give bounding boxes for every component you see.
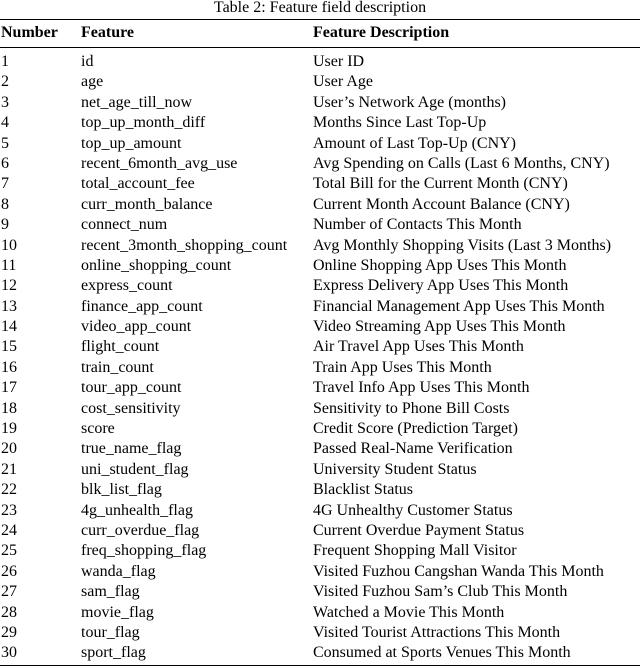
row-description: Avg Spending on Calls (Last 6 Months, CNY) <box>313 154 610 172</box>
table-row <box>0 439 640 459</box>
row-feature: express_count <box>81 277 173 295</box>
row-description: Credit Score (Prediction Target) <box>313 420 518 438</box>
table-row <box>0 358 640 378</box>
row-feature: top_up_month_diff <box>81 114 206 132</box>
row-feature: recent_6month_avg_use <box>81 154 238 172</box>
table-row <box>0 337 640 357</box>
table-body <box>0 52 640 664</box>
row-number: 7 <box>1 175 9 193</box>
row-feature: video_app_count <box>81 318 192 336</box>
row-number: 12 <box>1 277 17 295</box>
row-description: Travel Info App Uses This Month <box>313 379 530 397</box>
row-number: 24 <box>1 521 17 539</box>
table-row <box>0 480 640 500</box>
row-feature: curr_overdue_flag <box>81 521 200 539</box>
row-description: User Age <box>313 73 373 91</box>
row-feature: movie_flag <box>81 603 154 621</box>
row-number: 18 <box>1 399 17 417</box>
row-description: Blacklist Status <box>313 481 413 499</box>
row-description: Train App Uses This Month <box>313 358 492 376</box>
row-number: 27 <box>1 583 17 601</box>
row-description: User ID <box>313 53 365 70</box>
row-description: Visited Fuzhou Sam’s Club This Month <box>313 583 568 601</box>
row-feature: true_name_flag <box>81 440 182 458</box>
row-number: 20 <box>1 440 17 458</box>
row-description: Video Streaming App Uses This Month <box>313 318 566 336</box>
table-row <box>0 562 640 582</box>
row-description: Current Month Account Balance (CNY) <box>313 195 570 213</box>
row-description: Consumed at Sports Venues This Month <box>313 644 571 662</box>
table-header <box>0 22 640 44</box>
row-feature: finance_app_count <box>81 297 203 315</box>
table-row <box>0 419 640 439</box>
header-description: Feature Description <box>313 24 450 41</box>
row-feature: net_age_till_now <box>81 93 193 111</box>
row-feature: top_up_amount <box>81 134 182 152</box>
row-description: Number of Contacts This Month <box>313 216 522 234</box>
table-caption: Table 2: Feature field description <box>213 0 427 16</box>
row-number: 19 <box>1 420 17 438</box>
row-description: University Student Status <box>313 460 477 478</box>
row-number: 13 <box>1 297 17 315</box>
row-feature: total_account_fee <box>81 175 195 193</box>
row-number: 11 <box>1 256 17 274</box>
row-description: Online Shopping App Uses This Month <box>313 256 567 274</box>
table-row <box>0 399 640 419</box>
row-description: Avg Monthly Shopping Visits (Last 3 Months) <box>313 236 612 254</box>
row-number: 16 <box>1 358 17 376</box>
row-description: Visited Fuzhou Cangshan Wanda This Month <box>313 562 604 580</box>
table-row <box>0 256 640 276</box>
table-row <box>0 113 640 133</box>
row-feature: age <box>81 73 104 91</box>
row-number: 8 <box>1 195 9 213</box>
row-feature: online_shopping_count <box>81 256 232 274</box>
table-row <box>0 52 640 72</box>
row-feature: connect_num <box>81 216 168 234</box>
table-row <box>0 93 640 113</box>
row-feature: uni_student_flag <box>81 460 189 478</box>
table-row <box>0 378 640 398</box>
table-row <box>0 521 640 541</box>
row-description: Frequent Shopping Mall Visitor <box>313 542 517 560</box>
row-feature: sam_flag <box>81 583 140 601</box>
table-row <box>0 72 640 92</box>
row-description: Sensitivity to Phone Bill Costs <box>313 399 510 417</box>
row-description: Visited Tourist Attractions This Month <box>313 623 561 641</box>
row-description: Amount of Last Top-Up (CNY) <box>313 134 517 152</box>
table-row <box>0 134 640 154</box>
row-number: 29 <box>1 623 17 641</box>
row-number: 23 <box>1 501 17 519</box>
table-row <box>0 623 640 643</box>
bottom-rule <box>0 665 640 666</box>
row-number: 21 <box>1 460 17 478</box>
row-feature: flight_count <box>81 338 160 356</box>
row-number: 10 <box>1 236 17 254</box>
row-feature: train_count <box>81 358 154 376</box>
row-feature: tour_flag <box>81 623 140 641</box>
header-feature: Feature <box>81 24 135 41</box>
row-number: 17 <box>1 379 17 397</box>
row-description: User’s Network Age (months) <box>313 93 507 111</box>
table-row <box>0 460 640 480</box>
table-row <box>0 603 640 623</box>
table-row <box>0 643 640 663</box>
row-number: 2 <box>1 73 9 91</box>
row-number: 22 <box>1 481 17 499</box>
row-feature: wanda_flag <box>81 562 156 580</box>
row-number: 15 <box>1 338 17 356</box>
row-feature: freq_shopping_flag <box>81 542 207 560</box>
table-row <box>0 582 640 602</box>
row-number: 25 <box>1 542 17 560</box>
row-number: 14 <box>1 318 17 336</box>
row-description: Passed Real-Name Verification <box>313 440 513 458</box>
row-description: Air Travel App Uses This Month <box>313 338 524 356</box>
row-description: Express Delivery App Uses This Month <box>313 277 569 295</box>
row-feature: score <box>81 420 115 438</box>
row-number: 4 <box>1 114 9 132</box>
row-description: Total Bill for the Current Month (CNY) <box>313 175 568 193</box>
row-number: 1 <box>1 53 9 70</box>
row-number: 28 <box>1 603 17 621</box>
table-row <box>0 297 640 317</box>
row-number: 26 <box>1 562 17 580</box>
row-feature: sport_flag <box>81 644 146 662</box>
row-feature: id <box>81 53 94 70</box>
row-feature: curr_month_balance <box>81 195 213 213</box>
table-row <box>0 195 640 215</box>
row-feature: cost_sensitivity <box>81 399 181 417</box>
header-number: Number <box>1 24 58 41</box>
table-row <box>0 541 640 561</box>
row-description: 4G Unhealthy Customer Status <box>313 501 513 519</box>
row-number: 3 <box>1 93 9 111</box>
table-row <box>0 154 640 174</box>
row-description: Watched a Movie This Month <box>313 603 505 621</box>
row-description: Current Overdue Payment Status <box>313 521 525 539</box>
table-row <box>0 215 640 235</box>
row-number: 9 <box>1 216 9 234</box>
row-feature: recent_3month_shopping_count <box>81 236 288 254</box>
row-number: 6 <box>1 154 9 172</box>
table-row <box>0 276 640 296</box>
header-rule <box>0 47 640 48</box>
row-feature: tour_app_count <box>81 379 182 397</box>
table-row <box>0 317 640 337</box>
row-number: 5 <box>1 134 9 152</box>
table-row <box>0 174 640 194</box>
row-feature: blk_list_flag <box>81 481 162 499</box>
row-description: Financial Management App Uses This Month <box>313 297 605 315</box>
table-row <box>0 501 640 521</box>
row-number: 30 <box>1 644 17 662</box>
row-description: Months Since Last Top-Up <box>313 114 487 132</box>
table-row <box>0 236 640 256</box>
top-rule <box>0 19 640 20</box>
row-feature: 4g_unhealth_flag <box>81 501 193 519</box>
